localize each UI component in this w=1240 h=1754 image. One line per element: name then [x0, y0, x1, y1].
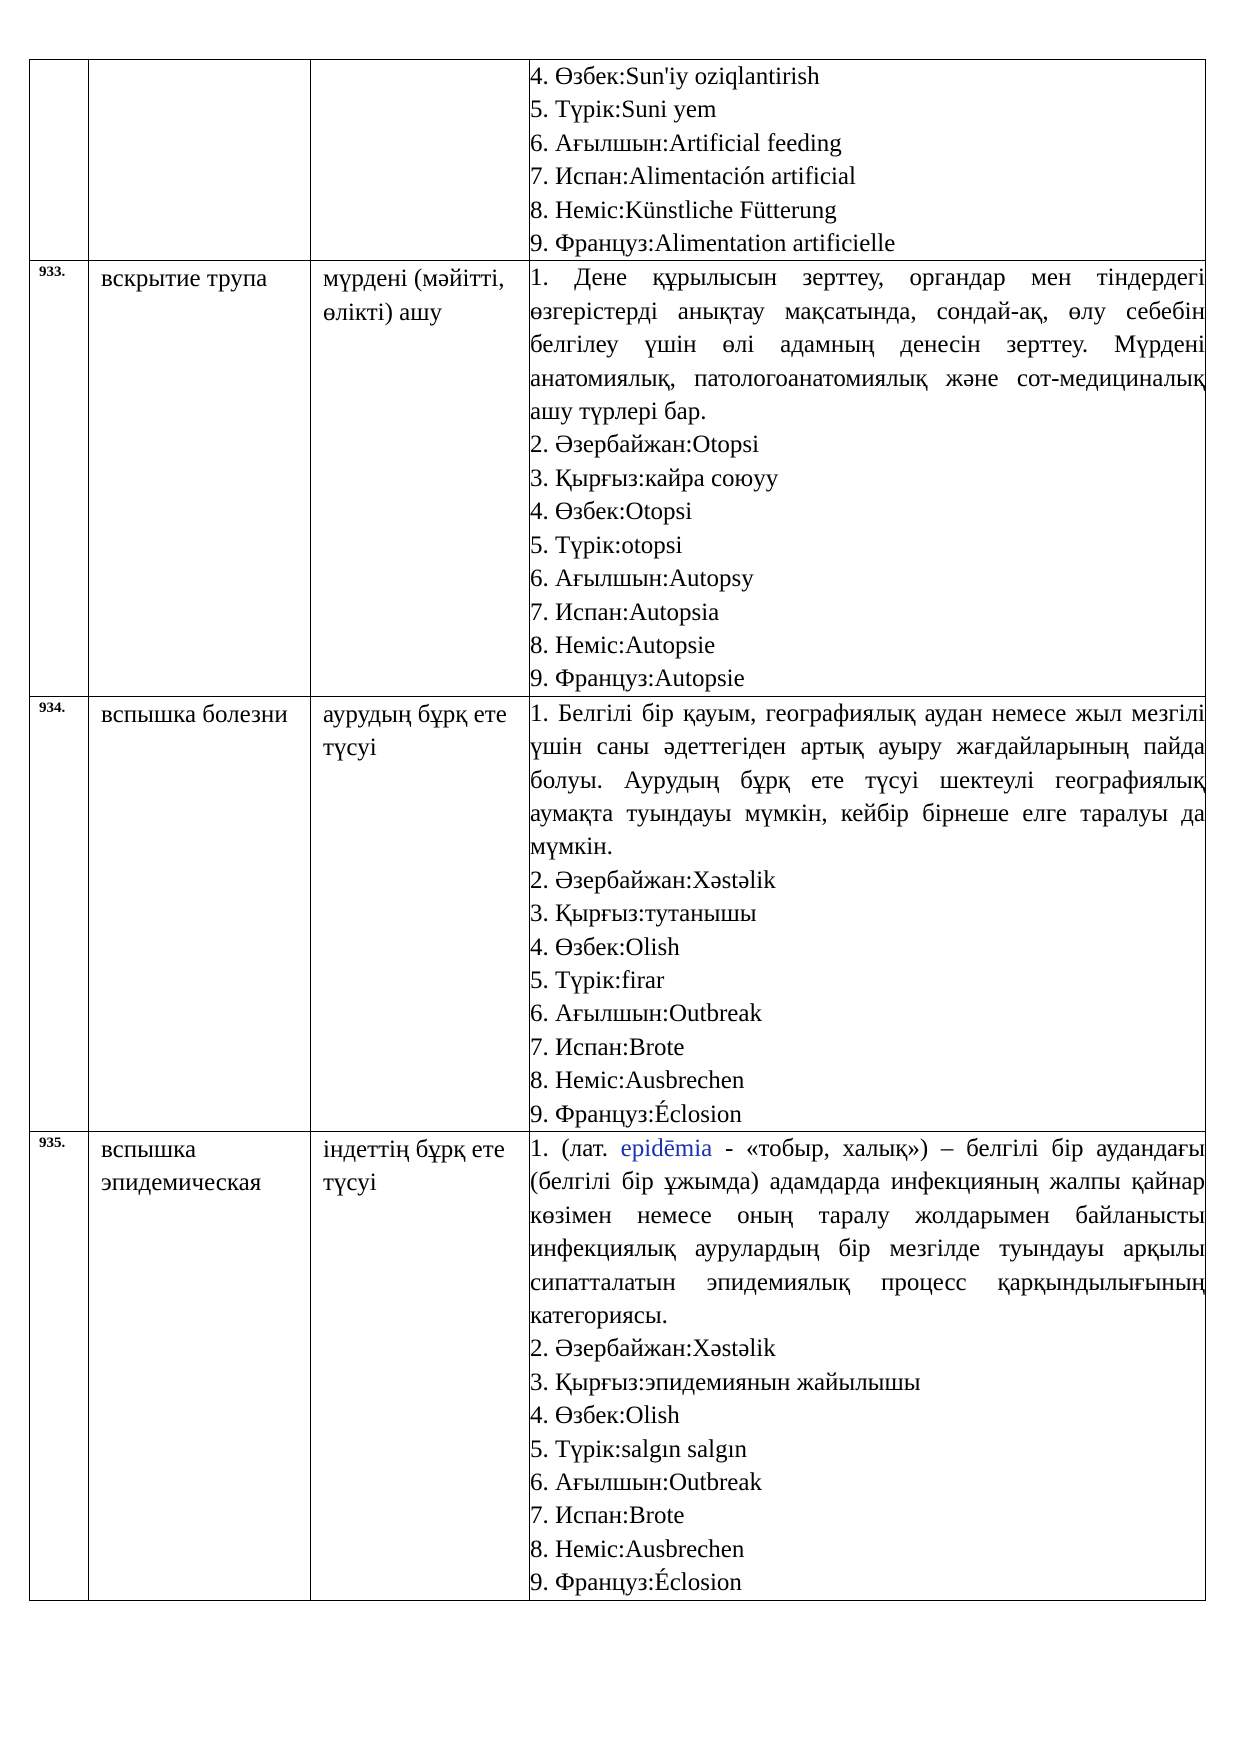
translated-word: Alimentation artificielle	[654, 230, 896, 258]
translation-line: 2. Әзербайжан:Xəstəlik	[530, 1335, 776, 1363]
translation-line: 6. Ағылшын:Artificial feeding	[530, 129, 842, 157]
entry-number-cell	[30, 696, 89, 1131]
russian-term-cell	[89, 261, 311, 696]
translation-line: 8. Неміс:Autopsie	[530, 631, 716, 659]
entry-row-934	[30, 696, 1206, 1131]
russian-term: вспышка болезни	[101, 700, 288, 728]
language-name: Испан	[555, 598, 623, 626]
language-name: Өзбек	[555, 933, 619, 961]
translation-line: 5. Түрік:firar	[530, 966, 665, 994]
entry-number: 933.	[39, 264, 66, 281]
translated-word: Ausbrechen	[624, 1067, 745, 1095]
entry-row-935	[30, 1132, 1206, 1601]
translated-word: Otopsi	[692, 431, 760, 459]
kazakh-term	[311, 60, 529, 61]
kazakh-term-cell	[311, 696, 530, 1131]
translation-line: 8. Неміс:Ausbrechen	[530, 1535, 745, 1563]
entry-number-cell	[30, 1132, 89, 1601]
language-name: Француз	[555, 230, 648, 258]
translation-line: 7. Испан:Brote	[530, 1033, 685, 1061]
language-name: Түрік	[555, 96, 615, 124]
translation-line: 9. Француз:Éclosion	[530, 1569, 742, 1597]
translation-line: 3. Қырғыз:тутанышы	[530, 900, 757, 928]
language-name: Әзербайжан	[555, 431, 686, 459]
translated-word: Alimentación artificial	[628, 163, 856, 191]
translated-word: тутанышы	[644, 900, 757, 928]
language-name: Ағылшын	[555, 565, 663, 593]
definition-text: 1. Белгілі бір қауым, географиялық аудан немесе жыл мезгілі үшін саны әдеттегіден артық ауыру жағдайларының пайда болуы. Аурудың бұрқ ете түсуі шектеулі географиялық аумақта туындауы мүмкін, кейбір бірнеше елге таралуы да мүмкін.	[530, 699, 1205, 861]
translated-word: Otopsi	[625, 498, 693, 526]
language-name: Түрік	[555, 531, 615, 559]
translation-line: 2. Әзербайжан:Xəstəlik	[530, 866, 776, 894]
language-name: Қырғыз	[555, 464, 638, 492]
language-name: Испан	[555, 163, 623, 191]
translated-word: Éclosion	[654, 1100, 742, 1128]
language-name: Қырғыз	[555, 900, 638, 928]
russian-term-cell	[89, 1132, 311, 1601]
translation-line: 5. Түрік:salgın salgın	[530, 1435, 748, 1463]
kazakh-term: аурудың бұрқ ете түсуі	[323, 700, 507, 762]
translated-word: Artificial feeding	[668, 129, 842, 157]
entry-number: 935.	[39, 1135, 66, 1151]
translated-word: Éclosion	[654, 1569, 742, 1597]
definition-text: 1. (лат. epidēmia - «тобыр, халық») – белгілі бір аудандағы (белгілі бір ұжымда) адамдарда инфекцияның жалпы қайнар көзімен немесе оның таралу жолдарымен байланысты инфекциялық аурулардың бір мезгілде туындауы арқылы сипатталатын эпидемиялық процесс қарқындылығының категориясы.	[530, 1135, 1206, 1330]
translated-word: эпидемиянын жайылышы	[644, 1368, 921, 1396]
translated-word: Xəstəlik	[692, 1335, 776, 1363]
language-name: Өзбек	[555, 63, 619, 90]
translated-word: Suni yem	[621, 96, 717, 124]
language-name: Өзбек	[555, 1402, 619, 1430]
kazakh-term-cell	[311, 261, 530, 696]
translation-line: 7. Испан:Autopsia	[530, 598, 720, 626]
russian-term: вскрытие трупа	[101, 265, 268, 293]
language-name: Неміс	[555, 1535, 619, 1563]
translated-word: кайра союуу	[644, 464, 779, 492]
translation-line: 7. Испан:Brote	[530, 1502, 685, 1530]
translation-line: 3. Қырғыз:кайра союуу	[530, 464, 779, 492]
language-name: Түрік	[555, 966, 615, 994]
translated-word: Olish	[625, 1402, 680, 1430]
kazakh-term: індеттің бұрқ ете түсуі	[323, 1136, 505, 1197]
translated-word: Sun'iy oziqlantirish	[625, 63, 820, 90]
language-name: Ағылшын	[555, 129, 663, 157]
definition-cell	[530, 261, 1206, 696]
translation-line: 8. Неміс:Künstliche Fütterung	[530, 196, 837, 224]
translated-word: Outbreak	[668, 1000, 762, 1028]
translated-word: Xəstəlik	[692, 866, 776, 894]
translated-word: Olish	[625, 933, 680, 961]
translation-line: 4. Өзбек:Olish	[530, 933, 680, 961]
entry-number-cell	[30, 261, 89, 696]
translated-word: firar	[621, 966, 665, 994]
language-name: Түрік	[555, 1435, 615, 1463]
translated-word: Brote	[628, 1033, 685, 1061]
language-name: Әзербайжан	[555, 1335, 686, 1363]
entry-row-933	[30, 261, 1206, 696]
definition-cell	[530, 1132, 1206, 1601]
translated-word: Brote	[628, 1502, 685, 1530]
kazakh-term: мүрдені (мәйітті, өлікті) ашу	[323, 265, 505, 326]
language-name: Қырғыз	[555, 1368, 638, 1396]
kazakh-term-cell	[311, 60, 530, 261]
translated-word: Künstliche Fütterung	[624, 196, 837, 224]
language-name: Француз	[555, 1569, 648, 1597]
translation-line: 3. Қырғыз:эпидемиянын жайылышы	[530, 1368, 921, 1396]
translation-line: 5. Түрік:Suni yem	[530, 96, 717, 124]
translated-word: Outbreak	[668, 1469, 762, 1497]
translation-line: 6. Ағылшын:Outbreak	[530, 1000, 762, 1028]
entry-number-cell	[30, 60, 89, 261]
translated-word: Autopsie	[624, 631, 716, 659]
language-name: Неміс	[555, 1067, 619, 1095]
language-name: Әзербайжан	[555, 866, 686, 894]
dictionary-table	[29, 59, 1206, 1601]
definition-text: 1. Дене құрылысын зерттеу, органдар мен тіндердегі өзгерістерді анықтау мақсатында, сондай-ақ, өлу себебін белгілеу үшін өлі адамның денесін зерттеу. Мүрдені анатомиялық, патологоанатомиялық және сот-медициналық ашу түрлері бар.	[530, 264, 1205, 426]
translation-line: 2. Әзербайжан:Otopsi	[530, 431, 760, 459]
translated-word: Autopsie	[654, 665, 745, 693]
entry-row-continued	[30, 60, 1206, 261]
language-name: Француз	[555, 1100, 648, 1128]
language-name: Неміс	[555, 196, 619, 224]
language-name: Өзбек	[555, 498, 619, 526]
kazakh-term-cell	[311, 1132, 530, 1601]
definition-cell	[530, 696, 1206, 1131]
translated-word: Autopsia	[628, 598, 720, 626]
translation-line: 6. Ағылшын:Outbreak	[530, 1469, 762, 1497]
entry-number: 934.	[39, 699, 66, 716]
language-name: Ағылшын	[555, 1000, 663, 1028]
translation-line: 9. Француз:Autopsie	[530, 665, 745, 693]
translation-line: 8. Неміс:Ausbrechen	[530, 1067, 745, 1095]
language-name: Испан	[555, 1502, 623, 1530]
translation-line: 4. Өзбек:Sun'iy oziqlantirish	[530, 63, 820, 90]
language-name: Француз	[555, 665, 648, 693]
translation-line: 7. Испан:Alimentación artificial	[530, 163, 856, 191]
entry-number	[30, 60, 88, 62]
russian-term-cell	[89, 60, 311, 261]
translation-line: 9. Француз:Éclosion	[530, 1100, 742, 1128]
translation-line: 4. Өзбек:Otopsi	[530, 498, 693, 526]
russian-term	[89, 60, 310, 61]
translated-word: otopsi	[621, 531, 683, 559]
translation-line: 6. Ағылшын:Autopsy	[530, 565, 754, 593]
language-name: Неміс	[555, 631, 619, 659]
translation-line: 9. Француз:Alimentation artificielle	[530, 230, 896, 258]
language-name: Ағылшын	[555, 1469, 663, 1497]
russian-term-cell	[89, 696, 311, 1131]
language-name: Испан	[555, 1033, 623, 1061]
translated-word: salgın salgın	[621, 1435, 748, 1463]
translation-line: 5. Түрік:otopsi	[530, 531, 683, 559]
latin-term-link[interactable]: epidēmia	[620, 1135, 713, 1162]
translation-line: 4. Өзбек:Olish	[530, 1402, 680, 1430]
translated-word: Ausbrechen	[624, 1535, 745, 1563]
definition-cell	[530, 60, 1206, 261]
translated-word: Autopsy	[668, 565, 754, 593]
russian-term: вспышка эпидемическая	[101, 1136, 262, 1197]
